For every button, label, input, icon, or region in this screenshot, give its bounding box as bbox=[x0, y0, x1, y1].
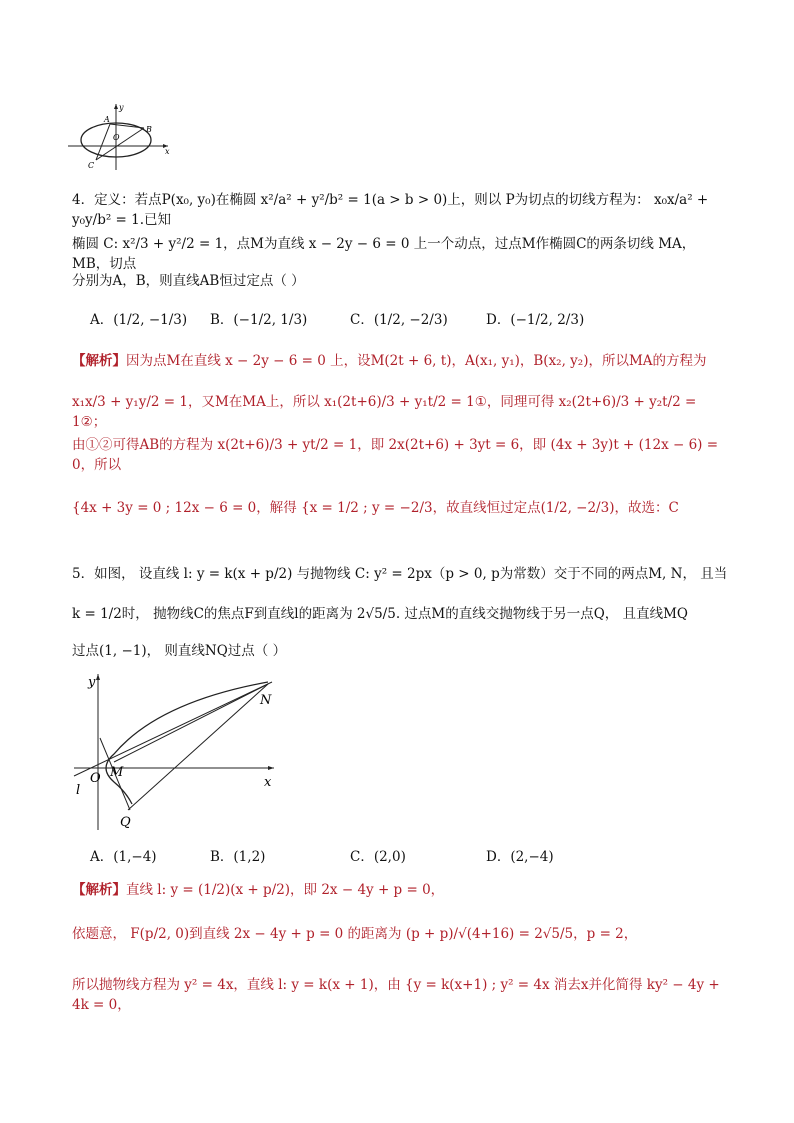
q5-option-b: B．(1,2) bbox=[210, 849, 266, 865]
q4-solution-tag: 【解析】 bbox=[72, 353, 126, 369]
q4-line1: 4．定义：若点P(x₀, y₀)在椭圆 x²/a² + y²/b² = 1(a > b > 0)上，则以 P为切点的切线方程为： x₀x/a² + y₀y/b² = 1.已知 bbox=[72, 192, 709, 228]
q4-solution-2: x₁x/3 + y₁y/2 = 1，又M在MA上，所以 x₁(2t+6)/3 + y₁t/2 = 1①，同理可得 x₂(2t+6)/3 + y₂t/2 = 1②； bbox=[72, 394, 697, 430]
q5-line1: 5．如图， 设直线 l: y = k(x + p/2) 与抛物线 C: y² = 2px（p > 0, p为常数）交于不同的两点M, N， 且当 bbox=[72, 566, 728, 582]
q4-solution-1 bbox=[72, 351, 732, 371]
label-y: y bbox=[119, 103, 124, 112]
q5-line2: k = 1/2时， 抛物线C的焦点F到直线l的距离为 2√5/5. 过点M的直线交抛物线于另一点Q， 且直线MQ bbox=[72, 606, 688, 622]
q5-solution-text-1: 直线 l: y = (1/2)(x + p/2)，即 2x − 4y + p = 0， bbox=[126, 882, 445, 898]
q4-line2: 椭圆 C: x²/3 + y²/2 = 1，点M为直线 x − 2y − 6 = 0 上一个动点，过点M作椭圆C的两条切线 MA，MB，切点 bbox=[72, 236, 696, 272]
q4-option-b: B．(−1/2, 1/3) bbox=[210, 312, 308, 328]
q5-line3: 过点(1, −1)， 则直线NQ过点（ ） bbox=[72, 643, 287, 659]
ellipse-figure bbox=[68, 100, 178, 172]
label-N: N bbox=[260, 693, 272, 708]
q5-option-c: C．(2,0) bbox=[350, 849, 406, 865]
label-x2: x bbox=[264, 775, 272, 790]
q4-solution-text-1: 因为点M在直线 x − 2y − 6 = 0 上，设M(2t + 6, t)，A(x₁, y₁)，B(x₂, y₂)，所以MA的方程为 bbox=[126, 353, 707, 369]
q4-line3: 分别为A，B，则直线AB恒过定点（ ） bbox=[72, 273, 305, 289]
q4-option-c: C．(1/2, −2/3) bbox=[350, 312, 448, 328]
q5-solution-3: 所以抛物线方程为 y² = 4x，直线 l: y = k(x + 1)，由 {y = k(x+1) ; y² = 4x 消去x并化简得 ky² − 4y + 4k = 0， bbox=[72, 977, 720, 1013]
q4-solution-3: 由①②可得AB的方程为 x(2t+6)/3 + yt/2 = 1，即 2x(2t+6) + 3yt = 6，即 (4x + 3y)t + (12x − 6) = 0，所以 bbox=[72, 437, 719, 473]
label-M: M bbox=[110, 765, 124, 780]
label-l: l bbox=[76, 783, 81, 798]
q4-option-d: D．(−1/2, 2/3) bbox=[486, 312, 585, 328]
q4-option-a: A．(1/2, −1/3) bbox=[90, 312, 188, 328]
label-Q: Q bbox=[120, 815, 131, 830]
q5-solution-1 bbox=[72, 880, 732, 900]
label-A: A bbox=[104, 115, 110, 124]
parabola-figure bbox=[68, 670, 288, 835]
label-B: B bbox=[146, 125, 152, 134]
q5-option-a: A．(1,−4) bbox=[90, 849, 157, 865]
q5-solution-tag: 【解析】 bbox=[72, 882, 126, 898]
label-x: x bbox=[165, 147, 170, 156]
q5-solution-2: 依题意， F(p/2, 0)到直线 2x − 4y + p = 0 的距离为 (p + p)/√(4+16) = 2√5/5，p = 2， bbox=[72, 926, 638, 942]
label-C: C bbox=[88, 161, 95, 170]
q4-solution-4: {4x + 3y = 0 ; 12x − 6 = 0，解得 {x = 1/2 ; y = −2/3，故直线恒过定点(1/2, −2/3)，故选：C bbox=[72, 500, 679, 516]
label-O2: O bbox=[90, 771, 101, 786]
label-O: O bbox=[113, 133, 120, 142]
label-y2: y bbox=[88, 675, 96, 690]
q5-option-d: D．(2,−4) bbox=[486, 849, 554, 865]
